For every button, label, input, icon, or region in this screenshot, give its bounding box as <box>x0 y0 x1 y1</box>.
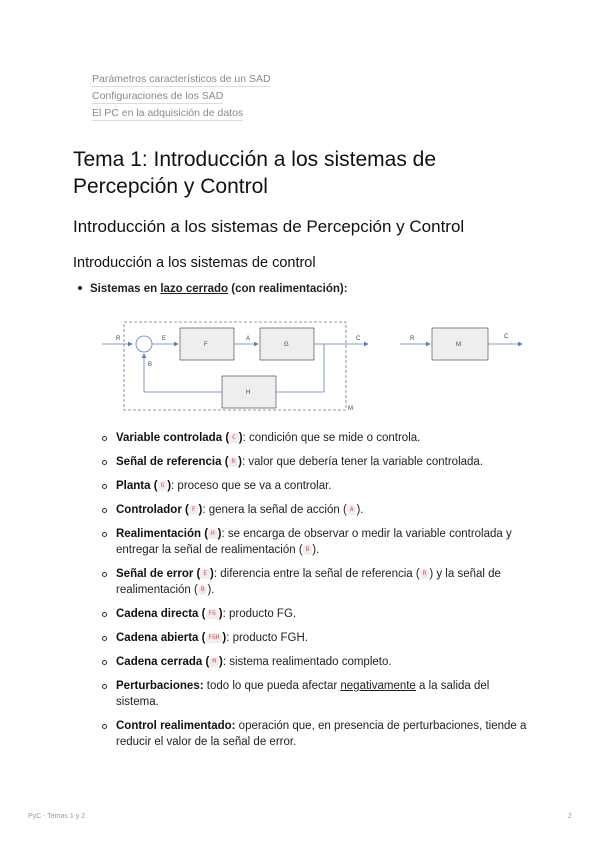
list-item: Señal de referencia ( R ): valor que debería tener la variable controlada. <box>100 454 530 470</box>
list-item: Perturbaciones: todo lo que pueda afectar negativamente a la salida del sistema. <box>100 678 530 710</box>
subsection-heading: Introducción a los sistemas de control <box>73 255 316 271</box>
toc-link[interactable]: El PC en la adquisición de datos <box>92 107 244 119</box>
summing-junction <box>136 336 152 352</box>
list-item: Planta ( G ): proceso que se va a controlar. <box>100 478 530 494</box>
list-item: Realimentación ( H ): se encarga de observar o medir la variable controlada y entregar la señal de realimentación ( B ). <box>100 526 530 558</box>
svg-text:M: M <box>348 406 353 412</box>
svg-text:A: A <box>246 336 251 342</box>
footer-left: PyC - Temas 1 y 2 <box>28 813 86 820</box>
list-item: Variable controlada ( C ): condición que se mide o controla. <box>100 430 530 446</box>
svg-text:C: C <box>356 336 361 342</box>
svg-text:E: E <box>162 336 167 342</box>
list-item: Cadena directa ( FG ): producto FG. <box>100 606 530 622</box>
list-item: Cadena cerrada ( M ): sistema realimentado completo. <box>100 654 530 670</box>
page-number: 2 <box>568 813 572 820</box>
toc-link[interactable]: Configuraciones de los SAD <box>92 90 224 102</box>
svg-text:F: F <box>204 342 208 348</box>
list-item: Cadena abierta ( FGH ): producto FGH. <box>100 630 530 646</box>
negatively-link[interactable]: negativamente <box>340 680 416 692</box>
svg-text:B: B <box>148 362 153 368</box>
svg-text:H: H <box>246 390 251 396</box>
svg-text:M: M <box>456 342 461 348</box>
closed-loop-link[interactable]: lazo cerrado <box>160 283 229 295</box>
definitions-list <box>100 430 530 758</box>
svg-text:R: R <box>410 336 415 342</box>
section-heading: Introducción a los sistemas de Percepción y Control <box>73 217 465 236</box>
svg-text:G: G <box>284 342 289 348</box>
toc-link[interactable]: Parámetros característicos de un SAD <box>92 73 271 85</box>
list-item: Control realimentado: operación que, en presencia de perturbaciones, tiende a reducir el valor de la señal de error. <box>100 718 530 750</box>
bullet-dot <box>78 286 82 290</box>
table-of-contents <box>92 73 271 124</box>
bullet-closed-loop: Sistemas en lazo cerrado (con realimentación): <box>78 283 348 295</box>
list-item: Señal de error ( E ): diferencia entre la señal de referencia ( R ) y la señal de realimentación ( B ). <box>100 566 530 598</box>
svg-text:C: C <box>504 334 509 340</box>
svg-text:R: R <box>116 336 121 342</box>
page-title: Tema 1: Introducción a los sistemas de Percepción y Control <box>73 148 437 198</box>
list-item: Controlador ( F ): genera la señal de acción ( A ). <box>100 502 530 518</box>
block-diagram <box>98 316 538 416</box>
